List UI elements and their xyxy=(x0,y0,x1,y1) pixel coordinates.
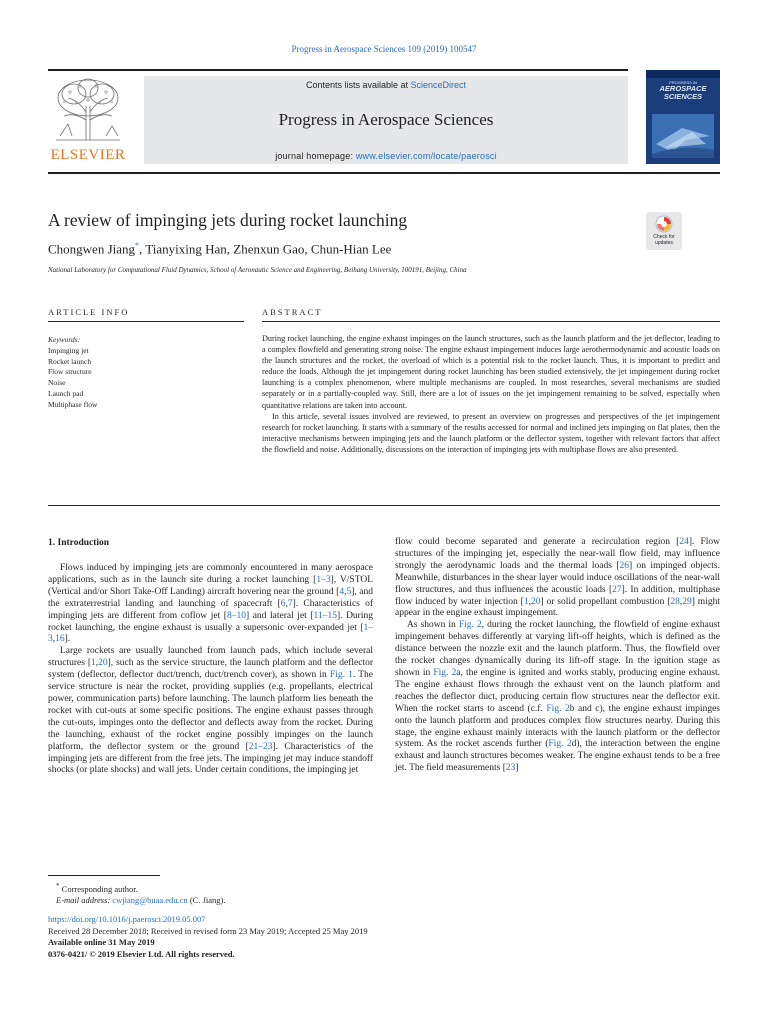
reference-link[interactable]: 1 xyxy=(90,658,96,669)
text-run: As shown in xyxy=(407,620,459,631)
text-run: ], and the extraterrestrial landing and launching of spacecraft [ xyxy=(48,586,373,609)
corresponding-author-note xyxy=(56,881,225,895)
figure-link[interactable]: Fig. 2 xyxy=(548,739,572,750)
figure-link[interactable]: Fig. 2 xyxy=(433,667,457,678)
text-run: ]. Flow structures of the impinging jet, especially the near-wall flow field, may influence strongly the aerodynamic loads and the thermal loads [ xyxy=(395,537,720,571)
author-list xyxy=(48,241,391,257)
text-run: ], V/STOL (Vertical and/or Short Take-Off Landing) aircraft hovering near the ground [ xyxy=(48,574,373,597)
reference-link[interactable]: 20 xyxy=(530,596,541,607)
text-run: Flows induced by impinging jets are commonly encountered in many aerospace applications, such as in the launch site during a rocket launching [ xyxy=(48,563,373,585)
contents-line xyxy=(144,80,628,90)
check-for-updates-button[interactable] xyxy=(646,212,682,250)
text-run: ]. In addition, multiphase flow induced by water injection [ xyxy=(395,584,720,607)
keywords-label: Keywords: xyxy=(48,335,81,344)
figure-link[interactable]: Fig. 2 xyxy=(458,620,482,631)
homepage-line xyxy=(144,151,628,161)
text-run: ]. During rocket launching, the engine exhaust is usually a supersonic over-expanded jet [ xyxy=(48,610,373,633)
text-run: ]. Characteristics of impinging jets are different from coflow jet [ xyxy=(48,598,373,621)
reference-link[interactable]: 11–15 xyxy=(313,610,337,621)
text-run: ]. Characteristics of the impinging jets are different from the free jets. The impinging jet may induce standoff shocks (or plate shocks) and wall jets. Under certain conditions, the impinging jet xyxy=(48,741,373,776)
reference-link[interactable]: 20 xyxy=(98,658,108,669)
header-rule-top xyxy=(48,69,628,71)
journal-reference-link[interactable]: Progress in Aerospace Sciences 109 (2019) 100547 xyxy=(291,44,477,54)
journal-title: Progress in Aerospace Sciences xyxy=(278,110,494,129)
footnote-text: Corresponding author. xyxy=(59,883,138,894)
email-label: E-mail address: xyxy=(56,895,113,906)
affiliation: National Laboratory for Computational Fluid Dynamics, School of Aeronautic Science and Engineering, Beihang University, 100191, Beijing, China xyxy=(48,266,467,274)
reference-link[interactable]: 7 xyxy=(287,598,293,609)
abstract-heading: ABSTRACT xyxy=(262,307,323,317)
footnote-rule xyxy=(48,875,160,876)
author-name: Chongwen Jiang xyxy=(48,241,136,257)
text-run: ] might appear in the engine exhaust impingement. xyxy=(395,596,720,619)
reference-link[interactable]: 29 xyxy=(682,596,692,607)
keyword-item: Noise xyxy=(48,378,66,388)
cover-band xyxy=(646,70,720,78)
text-run: ] xyxy=(515,763,519,774)
figure-link[interactable]: Fig. 2 xyxy=(546,703,570,714)
keywords-block xyxy=(48,335,97,411)
contents-prefix: Contents lists available at xyxy=(305,80,411,90)
abstract-paragraph: In this article, several issues involved are reviewed, to present an overview on progresses and perspectives of the jet impingement research for rocket launching. It starts with a summary of the results accessed for normal and inclined jets impinging on flat plates, then the interactive mechanisms between impinging jets and the launch platform or the deflector system, together with relevant factors that affect the flowfield and noise. Additionally, discussions on the interaction of impinging jets with multiphase flows are also presented. xyxy=(262,411,720,454)
reference-link[interactable]: 1–3 xyxy=(48,622,373,645)
abstract-paragraph: During rocket launching, the engine exhaust impinges on the launch structures, such as the launch platform and the jet deflector, leading to a complex flowfield and generating strong noise. The engine exhaust impingement induces large aerothermodynamic and acoustic loads on the launch structures and the rocket, the overload of which is a potential risk to the rocket launch. Thus, it is important to predict and reduce the loads. Although the jet impingement during rocket launching has been studied extensively, the jet impingement during rocket launching is a complex phenomenon, where multiple mechanisms are coupled. In most researches, several mechanisms are studied separately or in a partially-coupled way. Still, there are a lot of issues on the jet impingement remaining to be solved, especially when quantitative relations are taken into account. xyxy=(262,334,720,410)
reference-link[interactable]: 24 xyxy=(679,537,689,547)
figure-link[interactable]: Fig. 1 xyxy=(329,670,353,681)
reference-link[interactable]: 23 xyxy=(505,763,516,774)
cover-artwork-icon xyxy=(652,114,714,158)
email-suffix: (C. Jiang). xyxy=(187,895,226,906)
text-run: ] or solid propellant combustion [ xyxy=(540,596,671,607)
reference-link[interactable]: 8–10 xyxy=(226,610,246,621)
journal-banner xyxy=(144,76,628,164)
publication-info xyxy=(48,914,368,961)
check-updates-icon xyxy=(655,215,673,233)
keyword-item: Rocket launch xyxy=(48,356,92,366)
keyword-item: Launch pad xyxy=(48,388,84,398)
reference-link[interactable]: 27 xyxy=(612,584,622,595)
received-dates: Received 28 December 2018; Received in revised form 23 May 2019; Accepted 25 May 2019 xyxy=(48,925,368,936)
reference-link[interactable]: 26 xyxy=(619,560,629,571)
text-run: , xyxy=(344,586,347,597)
reference-link[interactable]: 16 xyxy=(55,634,65,645)
reference-link[interactable]: 1 xyxy=(523,596,529,607)
homepage-link[interactable]: www.elsevier.com/locate/paerosci xyxy=(355,151,497,161)
email-line xyxy=(56,895,225,907)
text-run: , xyxy=(679,596,683,607)
doi-link[interactable]: https://doi.org/10.1016/j.paerosci.2019.05.007 xyxy=(48,914,206,924)
text-run: flow could become separated and generate a recirculation region [ xyxy=(395,537,680,547)
available-online: Available online 31 May 2019 xyxy=(48,937,155,948)
body-column-left xyxy=(48,563,373,777)
cover-line-1: PROGRESS IN xyxy=(669,80,697,85)
header-rule-bottom xyxy=(48,172,720,174)
abstract-rule xyxy=(262,321,720,322)
publisher-logo xyxy=(48,76,128,164)
cover-line-2: AEROSPACE xyxy=(659,84,707,93)
publisher-wordmark: ELSEVIER xyxy=(50,147,126,163)
footnote xyxy=(48,881,225,907)
text-run: a, the engine is ignited and works stably, producing engine exhaust. The engine exhaust flows through the exhaust vent on the launch platform and reaches the deflector duct, producing certain flow structures near the deflector exit. When the rocket starts to ascend (c.f. xyxy=(395,667,720,714)
text-run: ]. xyxy=(64,634,71,645)
body-column-right xyxy=(395,537,720,775)
abstract-body xyxy=(262,333,720,455)
author-names: , Tianyixing Han, Zhenxun Gao, Chun-Hian Lee xyxy=(139,241,392,257)
corresponding-author-mark[interactable]: * xyxy=(135,241,140,250)
body-paragraph xyxy=(48,563,373,646)
section-heading: 1. Introduction xyxy=(48,538,110,548)
text-run: , during the rocket launching, the flowfield of engine exhaust impingement behaves differently at varying lift-off heights, which is defined as the distance between the nozzle exit and the launch platform. Thus, the flowfield over the rocket changes dynamically during its lift-off stage. In the ignition stage as shown in xyxy=(395,620,720,678)
cover-title xyxy=(646,80,720,101)
text-run: , xyxy=(52,634,56,645)
article-title: A review of impinging jets during rocket launching xyxy=(48,210,408,230)
text-run: ], such as the service structure, the launch platform and the deflector system (deflector, deflector duct/trench, duct/trench cover), as shown in xyxy=(48,658,373,681)
keyword-item: Flow structure xyxy=(48,367,92,377)
homepage-prefix: journal homepage: xyxy=(275,151,356,161)
keyword-item: Multiphase flow xyxy=(48,399,98,409)
text-run: , xyxy=(95,658,99,669)
article-info-rule-bottom xyxy=(48,505,720,506)
journal-cover-image xyxy=(646,70,720,164)
elsevier-tree-icon xyxy=(50,76,126,142)
reference-link[interactable]: 4 xyxy=(339,586,345,597)
text-run: . The service structure is near the rocket, providing supplies (e.g. propellants, electrical power, communication parts) before launching. The launch platform lies beneath the rocket with cut-outs at some specific positions. The engine exhaust passes through the cut-outs, impinges onto the deflector and deflects away from the rocket. During the launching, exhaust of the rocket engine possibly impinges on the launch platform, the deflector system or the ground [ xyxy=(48,670,373,752)
text-run: ] and lateral jet [ xyxy=(245,610,314,621)
reference-link[interactable]: 21–23 xyxy=(248,741,273,752)
footnote-mark: * xyxy=(56,882,60,890)
text-run: b and c), the engine exhaust impinges onto the launch platform and produces complex flow structures nearby. During this stage, the engine exhaust mainly interacts with the launch platform or the deflector system. As the rocket ascends further ( xyxy=(395,703,720,750)
reference-link[interactable]: 1–3 xyxy=(316,574,331,585)
text-run: , xyxy=(528,596,531,607)
reference-link[interactable]: 5 xyxy=(346,586,352,597)
text-run: ] on impinged objects. Meanwhile, disturbances in the shear layer would induce oscillations of the near-wall flow structures, and thus influences the acoustic loads [ xyxy=(395,560,720,595)
copyright: 0376-0421/ © 2019 Elsevier Ltd. All rights reserved. xyxy=(48,949,235,960)
cover-line-3: SCIENCES xyxy=(663,92,703,101)
article-info-heading: ARTICLE INFO xyxy=(48,307,130,317)
article-info-rule xyxy=(48,321,244,322)
body-paragraph xyxy=(395,620,720,775)
reference-link[interactable]: 6 xyxy=(280,598,286,609)
text-run: d), the interaction between the engine exhaust and launch structures becomes weaker. The engine exhaust tends to be a free jet. The field measurements [ xyxy=(395,739,720,774)
keyword-item: Impinging jet xyxy=(48,345,89,355)
body-paragraph xyxy=(395,537,720,620)
text-run: Large rockets are usually launched from launch pads, which include several structures [ xyxy=(48,646,373,669)
text-run: , xyxy=(285,598,288,609)
body-paragraph xyxy=(48,646,373,777)
check-updates-label: Check for updates xyxy=(653,234,675,246)
reference-link[interactable]: 28 xyxy=(670,596,680,607)
email-link[interactable]: cwjiang@buaa.edu.cn xyxy=(112,895,188,906)
sciencedirect-link[interactable]: ScienceDirect xyxy=(410,80,467,90)
